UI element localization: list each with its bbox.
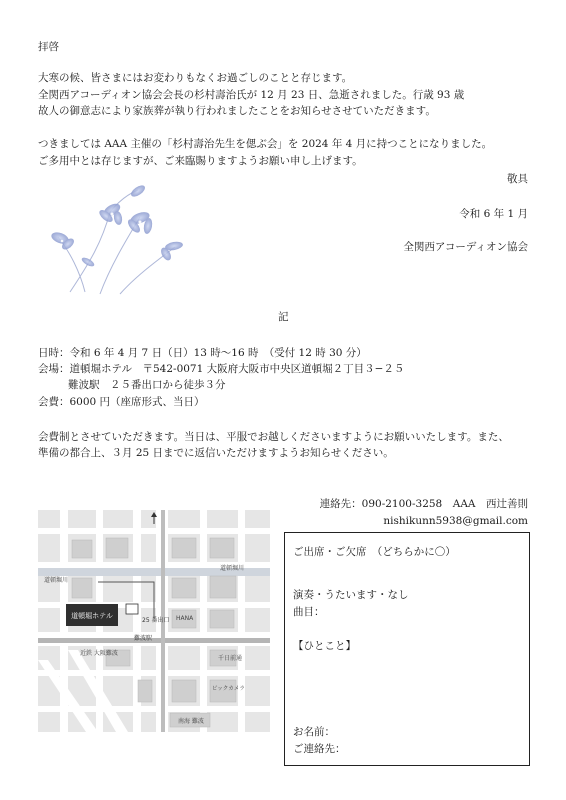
event-fee: 会費：6000 円（座席形式、当日）: [38, 396, 205, 408]
map-river-label: 道頓堀川: [220, 565, 245, 572]
map-hotel-label: 道頓堀ホテル: [71, 612, 113, 620]
contact-email[interactable]: nishikunn5938@gmail.com: [383, 515, 528, 527]
contact-line: 連絡先：090-2100-3258 AAA 西辻善則: [319, 498, 528, 510]
rsvp-comment[interactable]: 【ひとこと】: [293, 640, 356, 652]
map-street2-label: 千日前通: [218, 655, 243, 662]
paragraph-1-line-3: 故人の御意志により家族葬が執り行われましたことをお知らせさせていただきます。: [38, 105, 436, 117]
rsvp-name[interactable]: お名前：: [293, 726, 335, 738]
closing: 敬具: [507, 173, 528, 185]
rsvp-form: [284, 532, 530, 766]
note-line-2: 準備の都合上、３月 25 日までに返信いただけますようお知らせください。: [38, 447, 394, 459]
event-access: 難波駅 ２５番出口から徒歩３分: [68, 379, 226, 391]
letter-date: 令和 6 年 1 月: [459, 208, 528, 220]
rsvp-perform[interactable]: 演奏・うたいます・なし: [293, 589, 409, 601]
paragraph-2-line-2: ご多用中とは存じますが、ご来臨賜りますようお願い申し上げます。: [38, 155, 363, 167]
paragraph-1-line-2: 全関西アコーディオン協会会長の杉村壽治氏が 12 月 23 日、急逝されました。行歳 93 歳: [38, 89, 465, 101]
map-street3-label: 近鉄 大阪難波: [80, 650, 118, 657]
venue-map: [38, 510, 270, 732]
event-datetime: 日時：令和 6 年 4 月 7 日（日）13 時～16 時 （受付 12 時 30 分）: [38, 347, 367, 359]
sender-name: 全関西アコーディオン協会: [403, 241, 528, 253]
map-exit-label: 25 番出口: [142, 617, 170, 624]
rsvp-title[interactable]: ご出席・ご欠席 （どちらかに〇）: [293, 546, 456, 558]
ki-heading: 記: [278, 311, 289, 323]
flower-illustration: [40, 182, 190, 297]
rsvp-song[interactable]: 曲目：: [293, 606, 325, 618]
map-store1-label: ビックカメラ: [212, 686, 245, 692]
greeting: 拝啓: [38, 41, 59, 53]
note-line-1: 会費制とさせていただきます。当日は、平服でお越しくださいますようにお願いいたします。また、: [38, 431, 509, 443]
rsvp-contact[interactable]: ご連絡先：: [293, 743, 346, 755]
event-venue: 会場：道頓堀ホテル 〒542-0071 大阪府大阪市中央区道頓堀２丁目３−２５: [38, 363, 405, 375]
map-store3-label: 南海 難波: [178, 718, 204, 725]
paragraph-1-line-1: 大寒の候、皆さまにはお変わりもなくお過ごしのことと存じます。: [38, 72, 353, 84]
paragraph-2-line-1: つきましては AAA 主催の「杉村壽治先生を偲ぶ会」を 2024 年 4 月に持つことになりました。: [38, 138, 493, 150]
map-street-label: 道頓堀川: [44, 577, 69, 584]
map-station-label: 難波駅: [134, 635, 153, 642]
map-store2-label: HANA: [176, 615, 194, 622]
